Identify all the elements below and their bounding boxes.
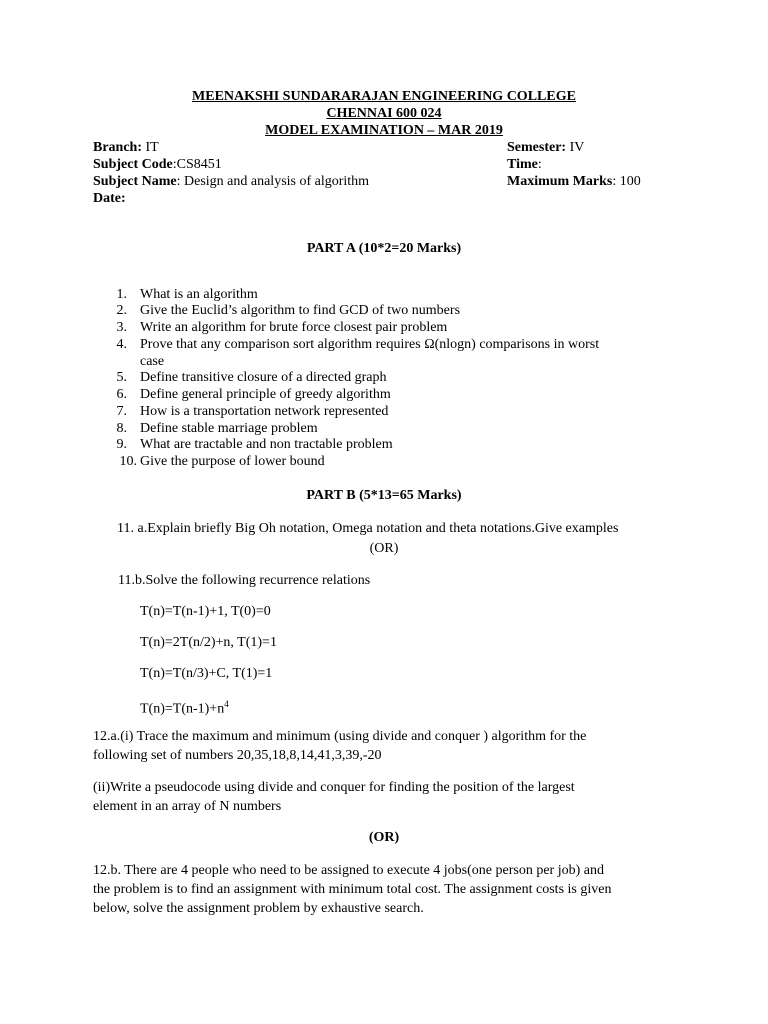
question-text: Define general principle of greedy algorithm: [140, 387, 391, 402]
list-item: [0, 319, 768, 336]
list-item: [0, 453, 768, 470]
college-name: MEENAKSHI SUNDARARAJAN ENGINEERING COLLEGE: [192, 89, 576, 104]
question-number: 5.: [116, 370, 127, 385]
subject-code-label: Subject Code: [93, 157, 173, 172]
question-11b: 11.b.Solve the following recurrence relations: [118, 573, 371, 588]
question-12a-ii-line2: element in an array of N numbers: [93, 799, 282, 814]
question-number: 2.: [116, 303, 127, 318]
question-number: 10.: [119, 454, 137, 469]
subject-name-row: [93, 173, 369, 190]
branch-row: [93, 139, 159, 156]
recurrence-1: T(n)=T(n-1)+1, T(0)=0: [140, 604, 271, 619]
question-12a-i-line2: following set of numbers 20,35,18,8,14,41,3,39,-20: [93, 748, 382, 763]
recurrence-4-text: T(n)=T(n-1)+n: [140, 701, 225, 717]
or-separator: (OR): [368, 830, 400, 845]
part-b-title: PART B (5*13=65 Marks): [306, 488, 462, 503]
semester-row: [507, 139, 584, 156]
branch-value: IT: [142, 140, 159, 155]
question-text: How is a transportation network represented: [140, 404, 389, 419]
recurrence-4-exponent: 4: [224, 699, 229, 709]
question-number: 9.: [116, 437, 127, 452]
question-text: Define transitive closure of a directed graph: [140, 370, 387, 385]
recurrence-2: T(n)=2T(n/2)+n, T(1)=1: [140, 635, 277, 650]
question-text: What is an algorithm: [140, 287, 258, 302]
question-text-continued: case: [140, 354, 165, 369]
subject-code-value: :CS8451: [172, 157, 222, 172]
question-12b-line3: below, solve the assignment problem by exhaustive search.: [93, 901, 424, 916]
question-number: 3.: [116, 320, 127, 335]
date-label: Date:: [93, 191, 126, 206]
subject-code-row: [93, 156, 222, 173]
question-12a-i-line1: 12.a.(i) Trace the maximum and minimum (using divide and conquer ) algorithm for the: [93, 729, 587, 744]
list-item: [0, 436, 768, 453]
college-city: CHENNAI 600 024: [326, 106, 442, 121]
subject-name-value: : Design and analysis of algorithm: [176, 174, 370, 189]
recurrence-4: [140, 696, 229, 718]
list-item: [0, 369, 768, 386]
question-number: 4.: [116, 337, 127, 352]
recurrence-3: T(n)=T(n/3)+C, T(1)=1: [140, 666, 273, 681]
time-value: :: [537, 157, 542, 172]
question-text: Write an algorithm for brute force closest pair problem: [140, 320, 448, 335]
or-separator: (OR): [369, 541, 399, 556]
max-marks-row: [507, 173, 641, 190]
max-marks-value: : 100: [612, 174, 641, 189]
time-row: [507, 156, 542, 173]
question-12b-line2: the problem is to find an assignment with minimum total cost. The assignment costs is given: [93, 882, 612, 897]
list-item: [0, 336, 768, 370]
question-12b-line1: 12.b. There are 4 people who need to be assigned to execute 4 jobs(one person per job) and: [93, 863, 604, 878]
question-number: 8.: [116, 421, 127, 436]
question-number: 1.: [116, 287, 127, 302]
semester-label: Semester:: [507, 140, 567, 155]
time-label: Time: [507, 157, 538, 172]
question-text: Give the purpose of lower bound: [140, 454, 325, 469]
question-12a-ii-line1: (ii)Write a pseudocode using divide and conquer for finding the position of the largest: [93, 780, 575, 795]
list-item: [0, 286, 768, 303]
list-item: [0, 403, 768, 420]
question-number: 7.: [116, 404, 127, 419]
list-item: [0, 420, 768, 437]
part-a-title: PART A (10*2=20 Marks): [306, 241, 462, 256]
question-text: Give the Euclid’s algorithm to find GCD of two numbers: [140, 303, 461, 318]
branch-label: Branch:: [93, 140, 142, 155]
list-item: [0, 386, 768, 403]
question-text: Define stable marriage problem: [140, 421, 318, 436]
question-text: Prove that any comparison sort algorithm requires Ω(nlogn) comparisons in worst: [140, 337, 600, 352]
list-item: [0, 302, 768, 319]
question-text: What are tractable and non tractable problem: [140, 437, 393, 452]
question-number: 6.: [116, 387, 127, 402]
max-marks-label: Maximum Marks: [507, 174, 613, 189]
exam-title: MODEL EXAMINATION – MAR 2019: [265, 123, 503, 138]
semester-value: IV: [566, 140, 585, 155]
subject-name-label: Subject Name: [93, 174, 177, 189]
question-11a: 11. a.Explain briefly Big Oh notation, Omega notation and theta notations.Give examples: [117, 521, 619, 536]
